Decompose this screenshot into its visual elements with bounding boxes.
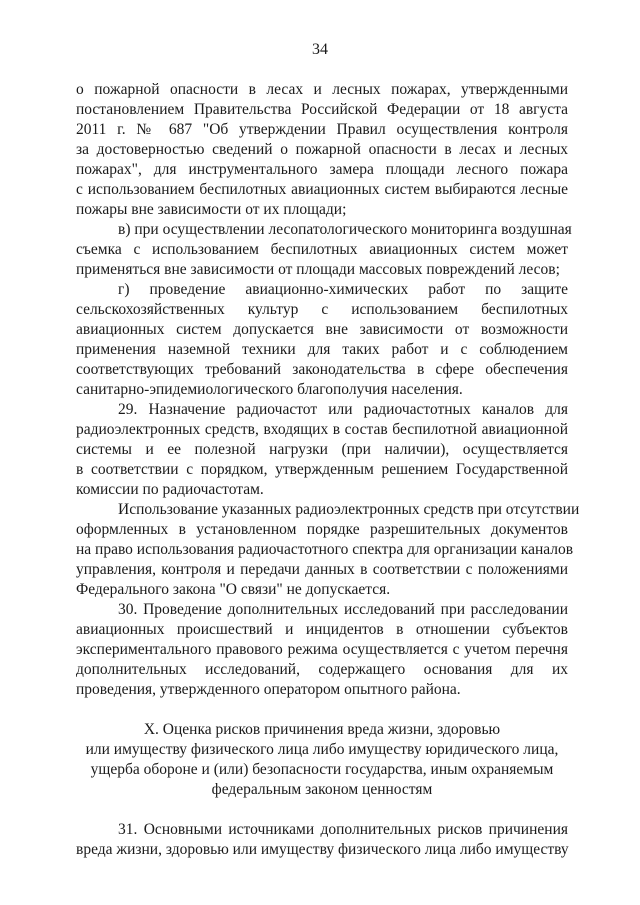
text-line: 29. Назначение радиочастот или радиочастотных каналов для bbox=[118, 401, 568, 418]
text-line: применяться вне зависимости от площади массовых повреждений лесов; bbox=[76, 261, 560, 278]
text-line: пожарах", для инструментального замера площади лесного пожара bbox=[76, 161, 568, 178]
text-line: пожары вне зависимости от их площади; bbox=[76, 201, 347, 218]
text-line: г) проведение авиационно-химических работ по защите bbox=[118, 281, 568, 298]
text-line: соответствующих требований законодательства в сфере обеспечения bbox=[76, 361, 568, 378]
text-line: в соответствии с порядком, утвержденным решением Государственной bbox=[76, 461, 568, 478]
text-line: 31. Основными источниками дополнительных рисков причинения bbox=[118, 821, 568, 838]
text-line: сельскохозяйственных культур с использованием беспилотных bbox=[76, 301, 568, 318]
text-line: 30. Проведение дополнительных исследований при расследовании bbox=[118, 601, 568, 618]
text-line: постановлением Правительства Российской Федерации от 18 августа bbox=[76, 101, 568, 118]
paragraph-radio-usage bbox=[76, 500, 580, 600]
text-line: с использованием беспилотных авиационных систем выбираются лесные bbox=[76, 181, 568, 198]
text-line: Использование указанных радиоэлектронных средств при отсутствии bbox=[118, 501, 580, 518]
text-line: в) при осуществлении лесопатологического мониторинга воздушная bbox=[118, 221, 572, 238]
text-line: экспериментального правового режима осуществляется с учетом перечня bbox=[76, 641, 568, 658]
text-line: вреда жизни, здоровью или имуществу физического лица либо имуществу bbox=[76, 841, 569, 858]
text-line: за достоверностью сведений о пожарной опасности в лесах и лесных bbox=[76, 141, 568, 158]
text-line: управления, контроля и передачи данных в соответствии с положениями bbox=[76, 561, 568, 578]
text-line: проведения, утвержденного оператором опытного района. bbox=[76, 681, 461, 698]
heading-line: федеральным законом ценностям bbox=[211, 781, 433, 798]
text-line: на право использования радиочастотного спектра для организации каналов bbox=[76, 541, 574, 558]
text-line: оформленных в установленном порядке разрешительных документов bbox=[76, 521, 568, 538]
paragraph-item-30 bbox=[76, 600, 568, 700]
paragraph-item-g bbox=[76, 280, 568, 400]
page-number: 34 bbox=[312, 41, 328, 58]
heading-line: или имуществу физического лица либо имуществу юридического лица, bbox=[85, 741, 559, 758]
text-line: Федерального закона "О связи" не допускается. bbox=[76, 581, 391, 598]
text-line: авиационных происшествий и инцидентов в отношении субъектов bbox=[76, 621, 568, 638]
text-line: радиоэлектронных средств, входящих в состав беспилотной авиационной bbox=[76, 421, 568, 438]
paragraph-continuation bbox=[76, 80, 568, 220]
heading-line: ущерба обороне и (или) безопасности государства, иным охраняемым bbox=[90, 761, 554, 778]
paragraph-item-29 bbox=[76, 400, 568, 500]
section-heading bbox=[76, 720, 568, 800]
text-line: авиационных систем допускается вне зависимости от возможности bbox=[76, 321, 568, 338]
text-line: комиссии по радиочастотам. bbox=[76, 481, 264, 498]
text-line: системы и ее полезной нагрузки (при наличии), осуществляется bbox=[76, 441, 568, 458]
text-line: дополнительных исследований, содержащего основания для их bbox=[76, 661, 568, 678]
text-line: съемка с использованием беспилотных авиационных систем может bbox=[76, 241, 568, 258]
text-line: применения наземной техники для таких работ и с соблюдением bbox=[76, 341, 568, 358]
text-line: санитарно-эпидемиологического благополучия населения. bbox=[76, 381, 463, 398]
text-line: 2011 г. № 687 "Об утверждении Правил осуществления контроля bbox=[76, 121, 568, 138]
heading-line: X. Оценка рисков причинения вреда жизни, здоровью bbox=[143, 721, 501, 738]
text-line: о пожарной опасности в лесах и лесных пожарах, утвержденными bbox=[76, 81, 568, 98]
paragraph-item-v bbox=[76, 220, 572, 280]
paragraph-item-31 bbox=[76, 820, 568, 860]
